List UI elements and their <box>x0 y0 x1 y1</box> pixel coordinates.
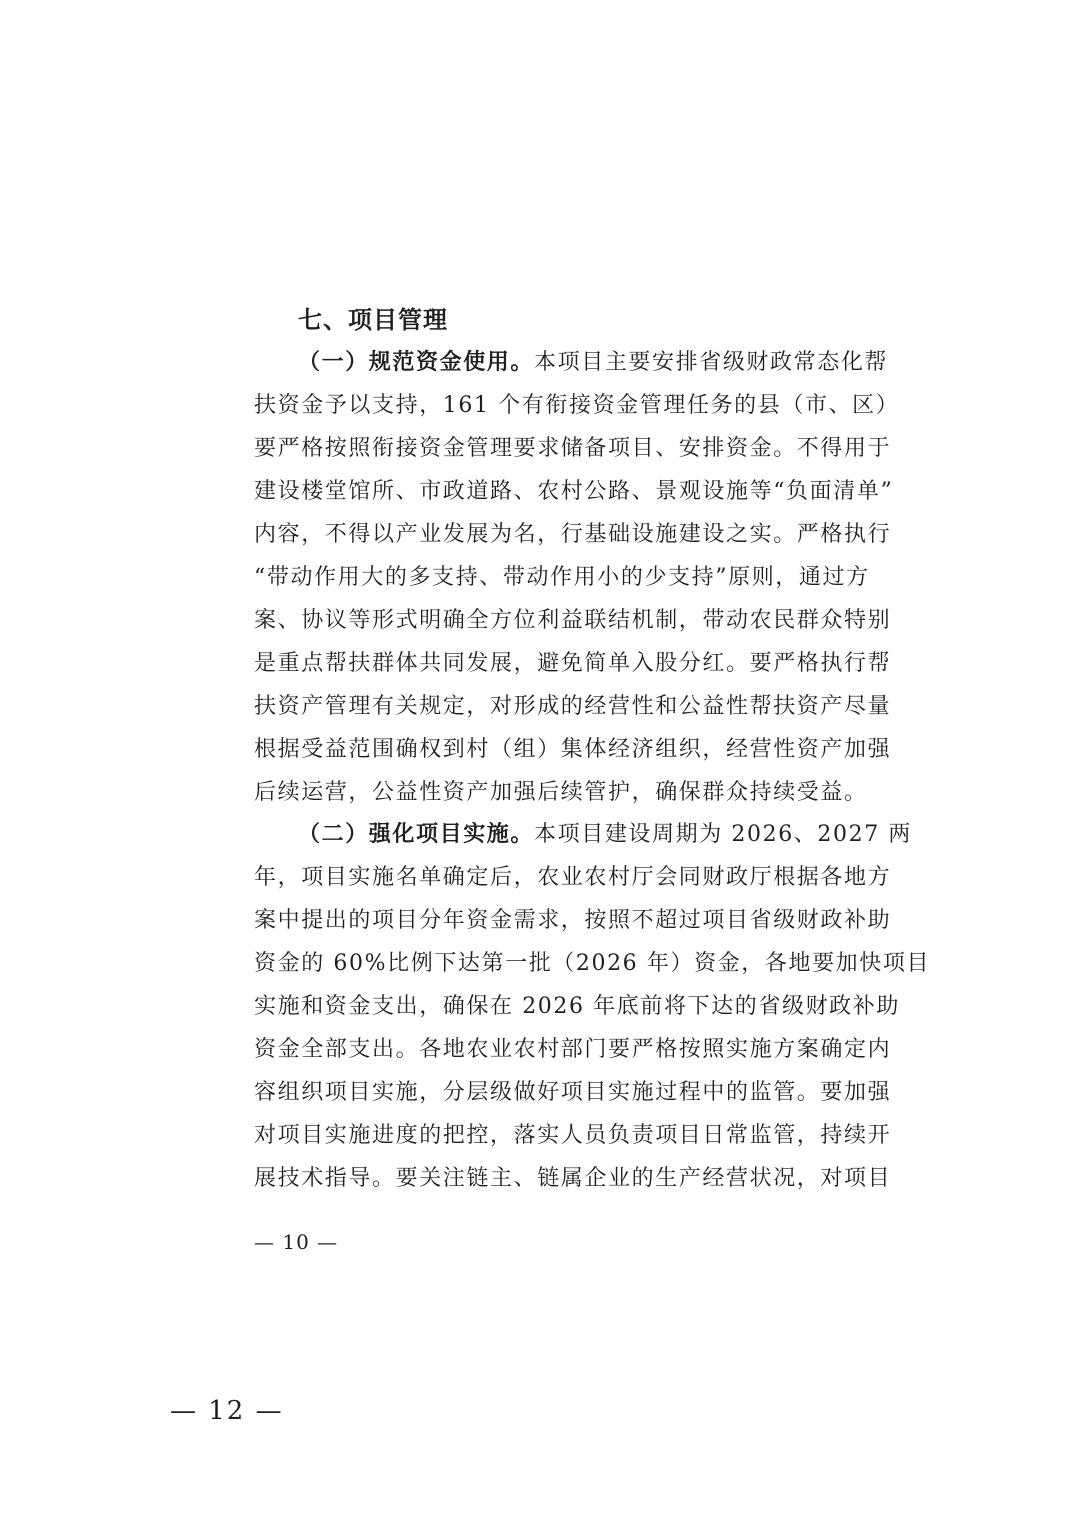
para1-first-line <box>298 348 888 378</box>
para1-line: 是重点帮扶群体共同发展，避免简单入股分红。要严格执行帮 <box>254 651 892 676</box>
inner-page-number: — 10 — <box>254 1230 339 1254</box>
para2-line: 案中提出的项目分年资金需求，按照不超过项目省级财政补助 <box>254 908 892 933</box>
para1-line: 根据受益范围确权到村（组）集体经济组织，经营性资产加强 <box>254 737 892 762</box>
para2-line: 对项目实施进度的把控，落实人员负责项目日常监管，持续开 <box>254 1123 892 1148</box>
para2-line: 实施和资金支出，确保在 2026 年底前将下达的省级财政补助 <box>254 994 900 1019</box>
para2-line: 年，项目实施名单确定后，农业农村厅会同财政厅根据各地方 <box>254 865 892 890</box>
para2-line: 资金全部支出。各地农业农村部门要严格按照实施方案确定内 <box>254 1037 892 1062</box>
para1-line: 要严格按照衔接资金管理要求储备项目、安排资金。不得用于 <box>254 436 892 461</box>
para2-first-line-text: 本项目建设周期为 2026、2027 两 <box>534 822 912 847</box>
para2-line: 资金的 60%比例下达第一批（2026 年）资金，各地要加快项目 <box>254 951 931 976</box>
para1-first-line-text: 本项目主要安排省级财政常态化帮 <box>534 350 889 375</box>
outer-page-number: — 12 — <box>170 1396 284 1426</box>
para1-line: 后续运营，公益性资产加强后续管护，确保群众持续受益。 <box>254 780 868 805</box>
para1-line: 建设楼堂馆所、市政道路、农村公路、景观设施等“负面清单” <box>254 479 894 504</box>
para1-line: “带动作用大的多支持、带动作用小的少支持”原则，通过方 <box>254 565 870 590</box>
para1-line: 扶资金予以支持，161 个有衔接资金管理任务的县（市、区） <box>254 393 900 418</box>
para1-line: 内容，不得以产业发展为名，行基础设施建设之实。严格执行 <box>254 522 892 547</box>
para1-subheading: （一）规范资金使用。 <box>298 350 535 375</box>
section-heading: 七、项目管理 <box>298 306 448 334</box>
para2-line: 展技术指导。要关注链主、链属企业的生产经营状况，对项目 <box>254 1166 892 1191</box>
para1-line: 扶资产管理有关规定，对形成的经营性和公益性帮扶资产尽量 <box>254 694 892 719</box>
para2-line: 容组织项目实施，分层级做好项目实施过程中的监管。要加强 <box>254 1080 892 1105</box>
para2-subheading: （二）强化项目实施。 <box>298 822 535 847</box>
para2-first-line <box>298 820 912 850</box>
para1-line: 案、协议等形式明确全方位利益联结机制，带动农民群众特别 <box>254 608 892 633</box>
